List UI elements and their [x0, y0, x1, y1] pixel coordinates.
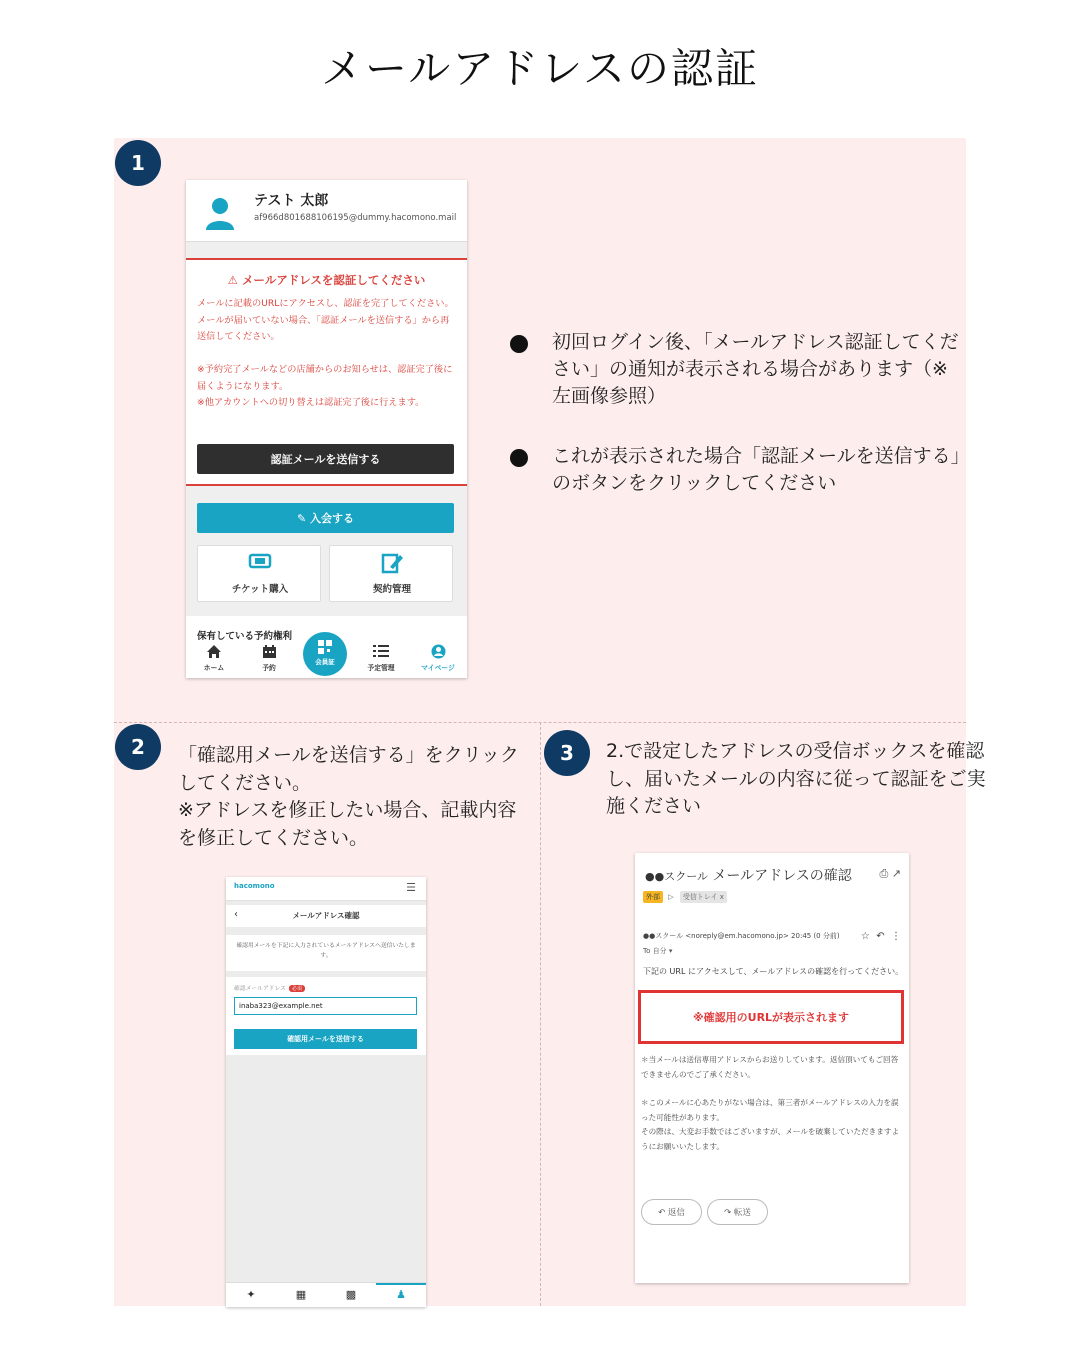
- email-subject-text: メールアドレスの確認: [712, 868, 852, 884]
- alert-note: ※予約完了メールなどの店舗からのお知らせは、認証完了後に届くようになります。 ※他アカウントへの切り替えは認証完了後に行えます。: [197, 364, 453, 408]
- email-body-line: 下記の URL にアクセスして、メールアドレスの確認を行ってください。: [643, 967, 904, 976]
- nav-home-label: ホーム: [203, 664, 225, 672]
- email-screenshot: [635, 853, 909, 1283]
- ticket-purchase-tile[interactable]: [197, 545, 321, 602]
- step-1-badge: 1: [115, 140, 161, 186]
- email-subject: [645, 865, 852, 885]
- tab-profile[interactable]: [376, 1283, 426, 1301]
- reply-arrow-icon: ↶: [658, 1208, 668, 1218]
- qr-code-icon: [318, 640, 332, 654]
- email-form: [226, 977, 426, 1055]
- nav-mypage-label: マイページ: [421, 664, 455, 672]
- home-icon: [206, 644, 222, 659]
- more-vertical-icon[interactable]: ⋮: [891, 931, 901, 942]
- screen-description: 確認用メールを下記に入力されているメールアドレスへ送信いたします。: [226, 935, 426, 971]
- verification-url-box: ※確認用のURLが表示されます: [638, 990, 904, 1044]
- user-email: af966d801688106195@dummy.hacomono.mail: [254, 213, 457, 223]
- user-circle-icon: [431, 644, 446, 659]
- step-2-text: 「確認用メールを送信する」をクリックしてください。 ※アドレスを修正したい場合、記載内容を修正してください。: [178, 744, 519, 849]
- back-chevron-icon[interactable]: ‹: [234, 909, 238, 920]
- calendar-icon: ▦: [295, 1288, 307, 1301]
- contract-edit-icon: [380, 552, 404, 574]
- tab-calendar[interactable]: [276, 1288, 326, 1301]
- label-icon: ▷: [668, 893, 674, 901]
- warning-icon: ⚠: [227, 273, 238, 287]
- reply-button[interactable]: ↶ 返信: [641, 1199, 702, 1225]
- page-title: メールアドレスの認証: [321, 44, 759, 93]
- app-screenshot-mypage: [186, 180, 467, 678]
- reply-icon[interactable]: ↶: [876, 931, 885, 942]
- email-field-label: 確認メールアドレス 必須: [234, 983, 305, 992]
- profile-header: [186, 180, 467, 242]
- send-confirmation-button[interactable]: 確認用メールを送信する: [234, 1029, 417, 1049]
- screen-title: メールアドレス確認: [292, 911, 360, 920]
- alert-title: メールアドレスを認証してください: [241, 273, 426, 287]
- nav-member-card-label: 会員証: [315, 658, 335, 666]
- verify-email-alert: [186, 258, 467, 486]
- tab-activity[interactable]: [226, 1288, 276, 1301]
- email-input[interactable]: [234, 997, 417, 1015]
- join-button[interactable]: [197, 503, 454, 533]
- step-2-badge: 2: [115, 724, 161, 770]
- bullet-text-1: 初回ログイン後、「メールアドレス認証してくだ さい」の通知が表示される場合があります（※ 左画像参照）: [552, 331, 959, 407]
- nav-member-card[interactable]: [303, 632, 347, 676]
- email-note-2: ＊このメールに心あたりがない場合は、第三者がメールアドレスの入力を誤った可能性があります。 その際は、大変お手数ではございますが、メールを破棄していただきますようにお願いいたします。: [641, 1098, 900, 1151]
- app-header: [226, 877, 426, 901]
- hacomono-logo: hacomono: [234, 882, 275, 890]
- bullet-dot: [510, 335, 528, 353]
- nav-mypage[interactable]: [416, 644, 460, 672]
- nav-home[interactable]: [192, 644, 236, 672]
- sub-header: [226, 905, 426, 927]
- user-name: テスト 太郎: [254, 193, 329, 209]
- nav-reserve-label: 予約: [262, 664, 276, 672]
- nav-schedule-label: 予定管理: [367, 664, 395, 672]
- running-icon: ✦: [246, 1288, 256, 1301]
- print-icon[interactable]: ⎙: [879, 867, 889, 880]
- bullet-dot: [510, 449, 528, 467]
- email-note-1: ＊当メールは送信専用アドレスからお送りしています。返信頂いてもご回答できませんのでご了承ください。: [641, 1055, 899, 1079]
- bullet-item-2: [510, 443, 970, 497]
- ticket-purchase-label: チケット購入: [231, 584, 289, 595]
- user-icon: ♟: [396, 1288, 406, 1301]
- email-labels: [643, 891, 727, 903]
- ticket-icon: [248, 552, 272, 570]
- hamburger-menu-icon[interactable]: ☰: [406, 881, 416, 894]
- send-verification-button[interactable]: 認証メールを送信する: [197, 444, 454, 474]
- qr-code-icon: ▩: [345, 1288, 357, 1301]
- bullet-text-2: これが表示された場合「認証メールを送信する」のボタンをクリックしてください: [552, 445, 970, 494]
- inbox-tag[interactable]: 受信トレイ x: [680, 891, 727, 903]
- app-screenshot-email-confirm: [226, 877, 426, 1307]
- join-button-label: 入会する: [310, 512, 355, 525]
- tab-qr[interactable]: [326, 1288, 376, 1301]
- required-badge: 必須: [289, 985, 305, 992]
- forward-button[interactable]: ↷ 転送: [707, 1199, 768, 1225]
- email-from-short: ●●スクール: [645, 870, 708, 883]
- contract-management-label: 契約管理: [372, 584, 411, 595]
- pen-icon: ✎: [296, 512, 311, 525]
- bottom-tab-bar: [226, 1282, 426, 1307]
- open-new-window-icon[interactable]: ↗: [891, 867, 901, 880]
- divider-vertical: [540, 722, 541, 1306]
- list-icon: [373, 644, 389, 658]
- external-tag: 外部: [643, 891, 663, 903]
- step-3-text: 2.で設定したアドレスの受信ボックスを確認し、届いたメールの内容に従って認証をご実施ください: [606, 740, 986, 817]
- star-icon[interactable]: ☆: [860, 931, 870, 942]
- alert-body: メールに記載のURLにアクセスし、認証を完了してください。メールが届いていない場合、「認証メールを送信する」から再送信してください。: [197, 298, 454, 342]
- bullet-item-1: [510, 329, 970, 410]
- step-3-badge: 3: [544, 730, 590, 776]
- email-sender: ●●スクール <noreply@em.hacomono.jp> 20:45 (0 分前): [643, 932, 840, 940]
- contract-management-tile[interactable]: [329, 545, 453, 602]
- calendar-icon: [262, 644, 277, 659]
- forward-arrow-icon: ↷: [724, 1208, 734, 1218]
- email-recipient: To 自分 ▾: [643, 947, 673, 955]
- user-avatar-icon: [204, 196, 236, 232]
- reservation-rights-title: 保有している予約権利: [197, 631, 293, 642]
- nav-reserve[interactable]: [247, 644, 291, 672]
- nav-schedule[interactable]: [359, 644, 403, 672]
